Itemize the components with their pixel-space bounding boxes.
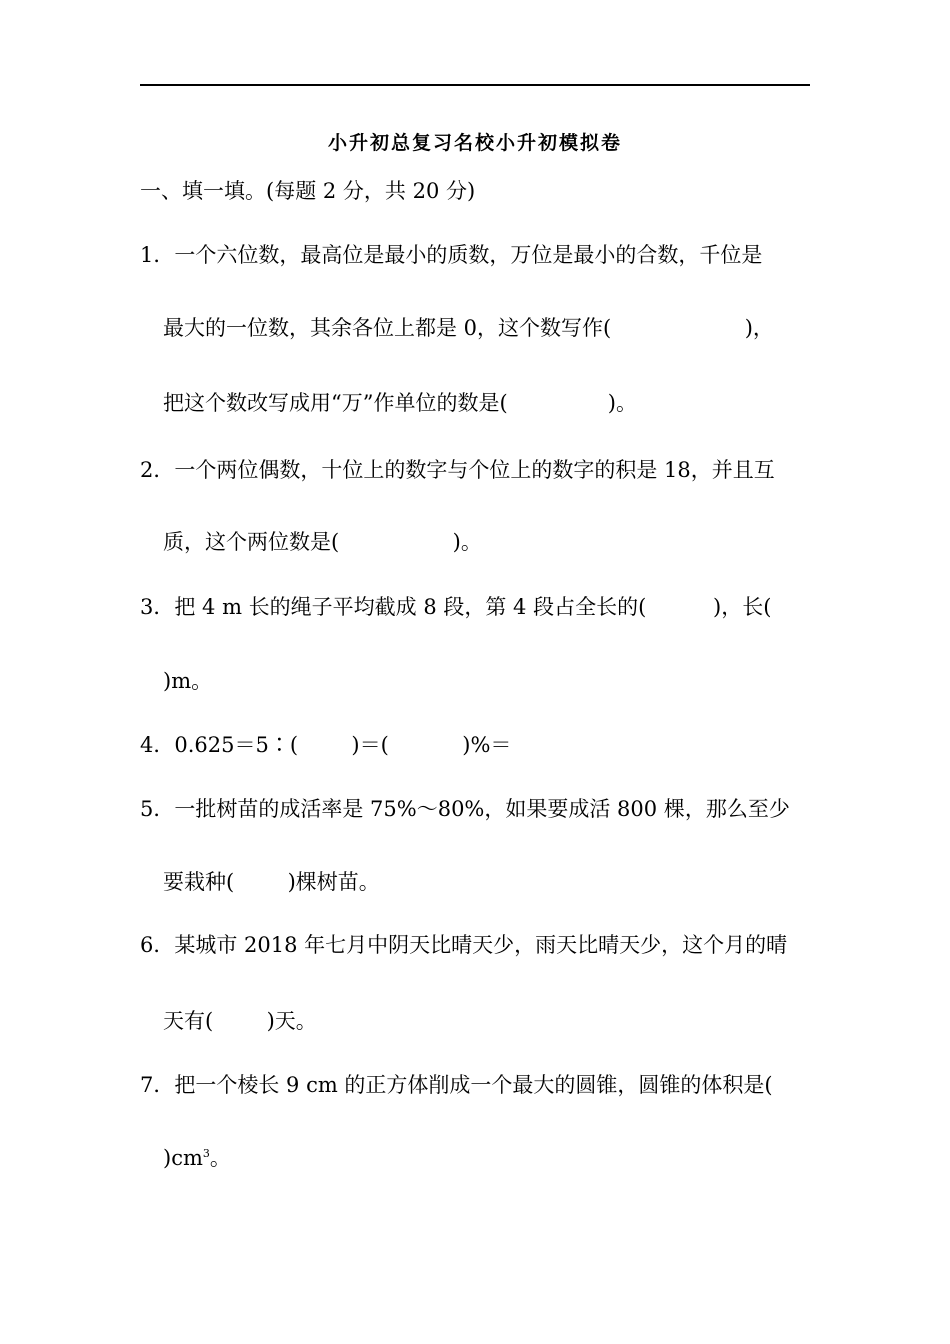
- question-1-line-2: 最大的一位数，其余各位上都是 0，这个数写作( )，: [163, 316, 774, 340]
- question-1-line-1: 1．一个六位数，最高位是最小的质数，万位是最小的合数，千位是: [140, 243, 763, 267]
- question-7-line-2: [163, 1143, 231, 1173]
- question-7-unit: )cm: [163, 1146, 203, 1170]
- question-7-line-1: 7．把一个棱长 9 cm 的正方体削成一个最大的圆锥，圆锥的体积是(: [140, 1073, 773, 1097]
- question-6-line-1: 6．某城市 2018 年七月中阴天比晴天少，雨天比晴天少，这个月的晴: [140, 933, 788, 957]
- question-6-line-2: 天有( )天。: [163, 1009, 317, 1033]
- question-2-line-2: 质，这个两位数是( )。: [163, 530, 482, 554]
- question-3-line-1: 3．把 4 m 长的绳子平均截成 8 段，第 4 段占全长的( )，长(: [140, 595, 772, 619]
- question-7-period: 。: [209, 1146, 231, 1170]
- page-title: 小升初总复习名校小升初模拟卷: [327, 132, 622, 154]
- question-5-line-2: 要栽种( )棵树苗。: [163, 870, 380, 894]
- question-5-line-1: 5．一批树苗的成活率是 75%～80%，如果要成活 800 棵，那么至少: [140, 797, 790, 821]
- question-4-line-1: 4．0.625＝5∶( )＝( )%＝: [140, 733, 512, 757]
- question-1-line-3: 把这个数改写成用“万”作单位的数是( )。: [163, 391, 637, 415]
- header-rule: [140, 84, 810, 86]
- section-heading: 一、填一填。(每题 2 分，共 20 分): [140, 179, 476, 203]
- question-3-line-2: )m。: [163, 669, 213, 693]
- question-7-exponent: 3: [202, 1147, 210, 1160]
- question-2-line-1: 2．一个两位偶数，十位上的数字与个位上的数字的积是 18，并且互: [140, 458, 775, 482]
